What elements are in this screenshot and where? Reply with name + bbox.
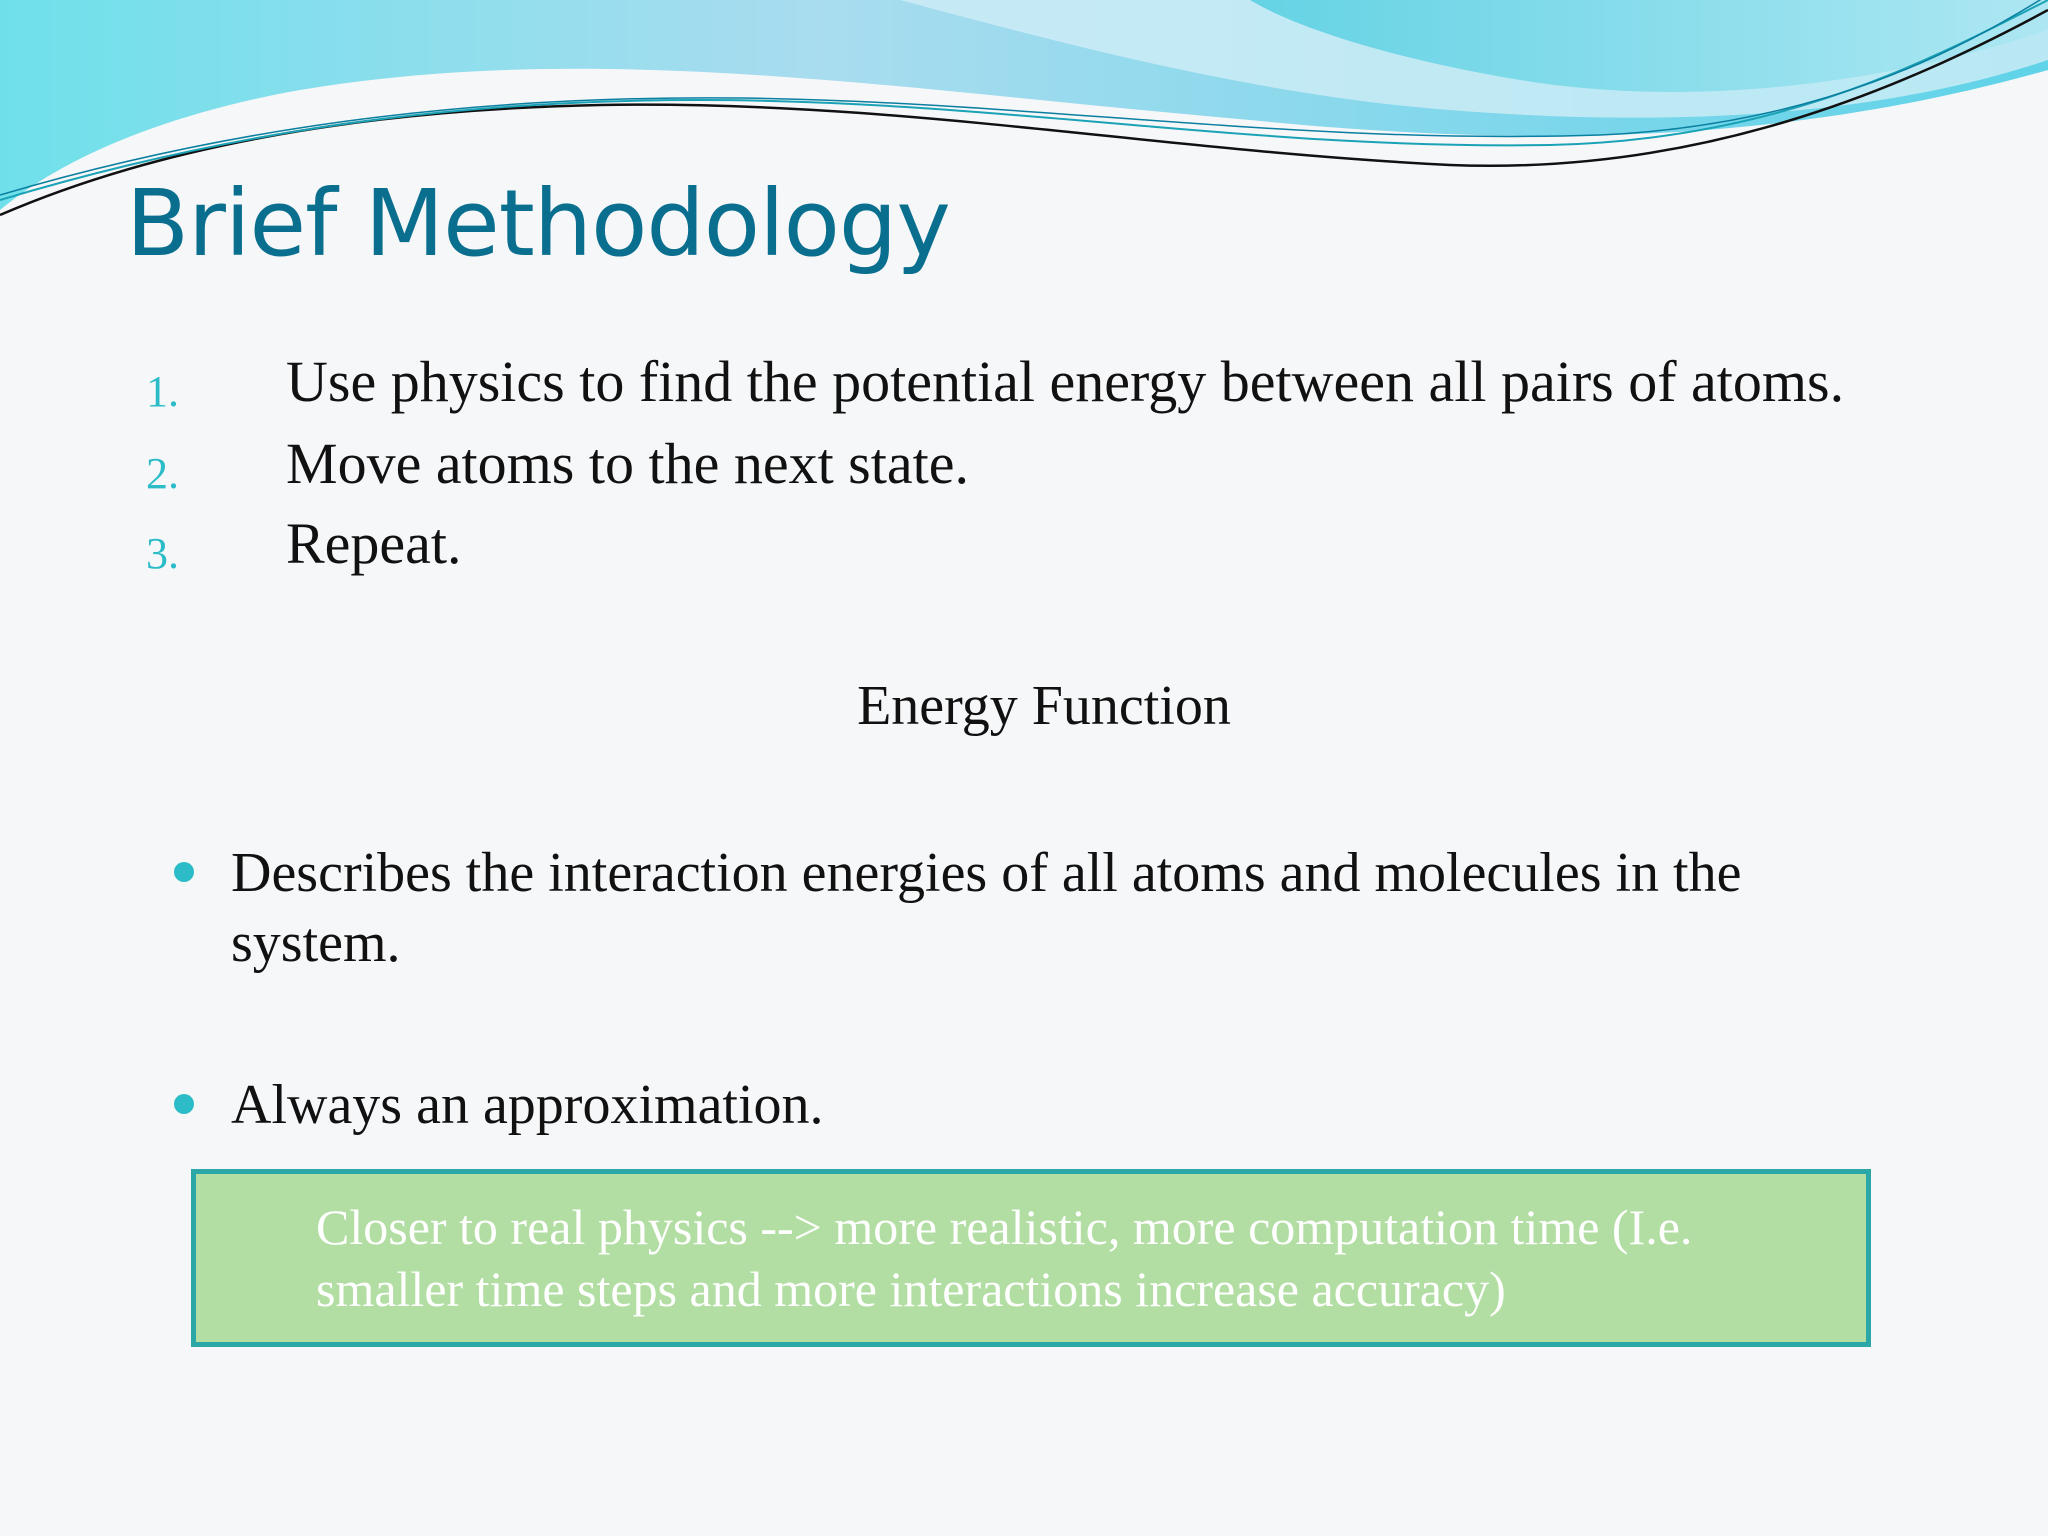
bullet-icon [174, 862, 194, 882]
callout-box [191, 1169, 1871, 1347]
section-subheading: Energy Function [857, 675, 1231, 737]
step-number: 1. [146, 367, 179, 416]
bullet-text: Describes the interaction energies of all atoms and molecules in the system. [231, 842, 1742, 974]
slide-title: Brief Methodology [126, 170, 950, 277]
step-text: Use physics to find the potential energy between all pairs of atoms. [286, 349, 1845, 414]
step-number: 3. [146, 529, 179, 578]
step-text: Repeat. [286, 511, 462, 576]
step-number: 2. [146, 449, 179, 498]
callout-text: Closer to real physics --> more realistic, more computation time (I.e. smaller time steps and more interactions increase accuracy) [316, 1199, 1693, 1317]
bullet-icon [174, 1094, 194, 1114]
bullet-text: Always an approximation. [231, 1074, 824, 1136]
step-text: Move atoms to the next state. [286, 431, 969, 496]
